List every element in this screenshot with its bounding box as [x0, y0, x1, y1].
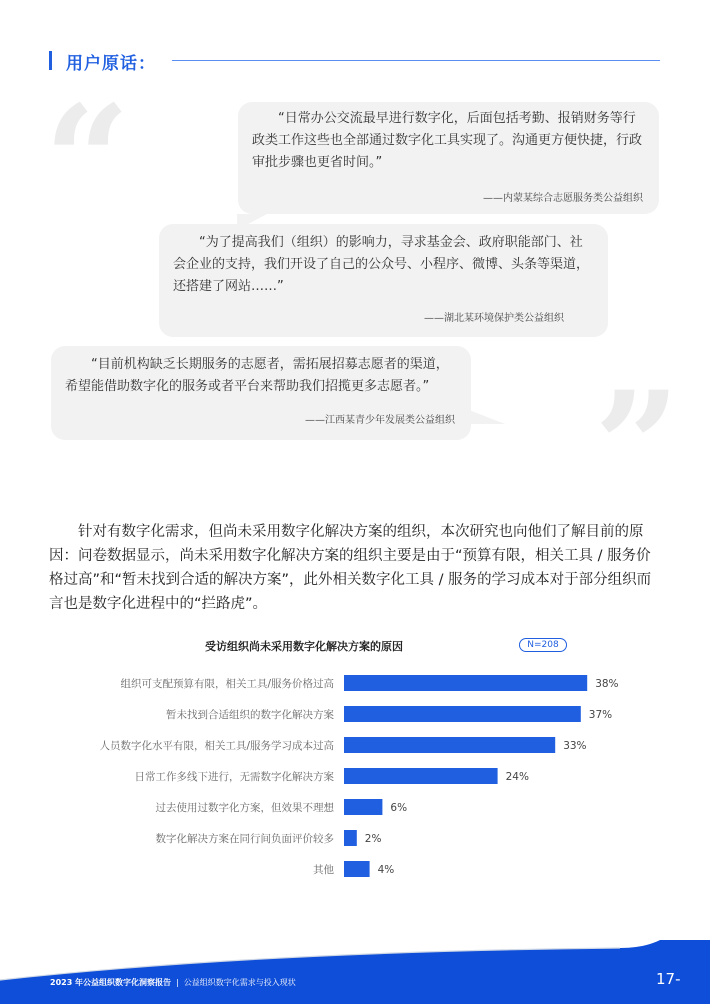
bar: [344, 799, 382, 815]
section-divider: [172, 60, 660, 61]
category-label: 人员数字化水平有限，相关工具/服务学习成本过高: [99, 740, 334, 752]
category-label: 暂未找到合适组织的数字化解决方案: [166, 709, 334, 721]
bubble-tail: [469, 410, 505, 424]
footer-chapter: 公益组织数字化需求与投入现状: [183, 978, 296, 987]
section-accent-bar: [49, 51, 52, 70]
page-number: 17-: [656, 970, 681, 988]
bubble-tail: [569, 312, 609, 326]
category-label: 日常工作多线下进行，无需数字化解决方案: [134, 771, 334, 783]
category-label: 过去使用过数字化方案，但效果不理想: [155, 802, 334, 814]
footer-caption: [50, 977, 296, 988]
value-label: 37%: [588, 709, 613, 721]
quote-text: “日常办公交流最早进行数字化，后面包括考勤、报销财务等行政类工作这些也全部通过数字化工具实现了。沟通更方便快捷，行政审批步骤也更省时间。”: [252, 111, 643, 170]
value-label: 24%: [505, 771, 529, 783]
value-label: 2%: [364, 833, 382, 845]
footer-report-title: 2023 年公益组织数字化洞察报告: [50, 978, 172, 987]
close-quote-icon: ”: [594, 359, 681, 535]
quote-source: ——江西某青少年发展类公益组织: [305, 415, 455, 426]
body-paragraph: 针对有数字化需求，但尚未采用数字化解决方案的组织，本次研究也向他们了解目前的原因：问卷数据显示，尚未采用数字化解决方案的组织主要是由于“预算有限，相关工具 / 服务价格过高”和“暂未找到合适的解决方案”，此外相关数字化工具 / 服务的学习成本对于部分组织而言也是数字化进程中的“拦路虎”。: [49, 524, 652, 612]
bar: [344, 706, 581, 722]
chart-title: 受访组织尚未采用数字化解决方案的原因: [205, 640, 403, 653]
bar: [344, 861, 370, 877]
value-label: 4%: [377, 864, 395, 876]
value-label: 33%: [563, 740, 587, 752]
sample-size-badge: N=208: [519, 638, 567, 652]
bar: [344, 768, 498, 784]
bar: [344, 830, 357, 846]
open-quote-icon: “: [44, 73, 131, 249]
value-label: 38%: [595, 678, 619, 690]
footer-separator: |: [176, 978, 179, 987]
quote-text: “目前机构缺乏长期服务的志愿者，需拓展招募志愿者的渠道，希望能借助数字化的服务或者平台来帮助我们招揽更多志愿者。”: [65, 357, 449, 394]
category-label: 数字化解决方案在同行间负面评价较多: [155, 833, 334, 845]
value-label: 6%: [390, 802, 408, 814]
quote-text: “为了提高我们（组织）的影响力，寻求基金会、政府职能部门、社会企业的支持，我们开设了自己的公众号、小程序、微博、头条等渠道，还搭建了网站……”: [173, 235, 590, 294]
quote-bubble-3: [51, 346, 471, 440]
bar-chart: [0, 660, 710, 900]
section-title: 用户原话：: [66, 54, 156, 74]
category-label: 组织可支配预算有限，相关工具/服务价格过高: [120, 678, 334, 690]
quote-bubble-1: [238, 102, 659, 214]
bar: [344, 675, 587, 691]
category-label: 其他: [313, 864, 334, 876]
quote-bubble-2: [159, 224, 608, 337]
bar: [344, 737, 555, 753]
footer-band: [0, 940, 710, 1004]
quote-source: ——内蒙某综合志愿服务类公益组织: [483, 193, 643, 204]
quote-source: ——湖北某环境保护类公益组织: [424, 313, 564, 324]
